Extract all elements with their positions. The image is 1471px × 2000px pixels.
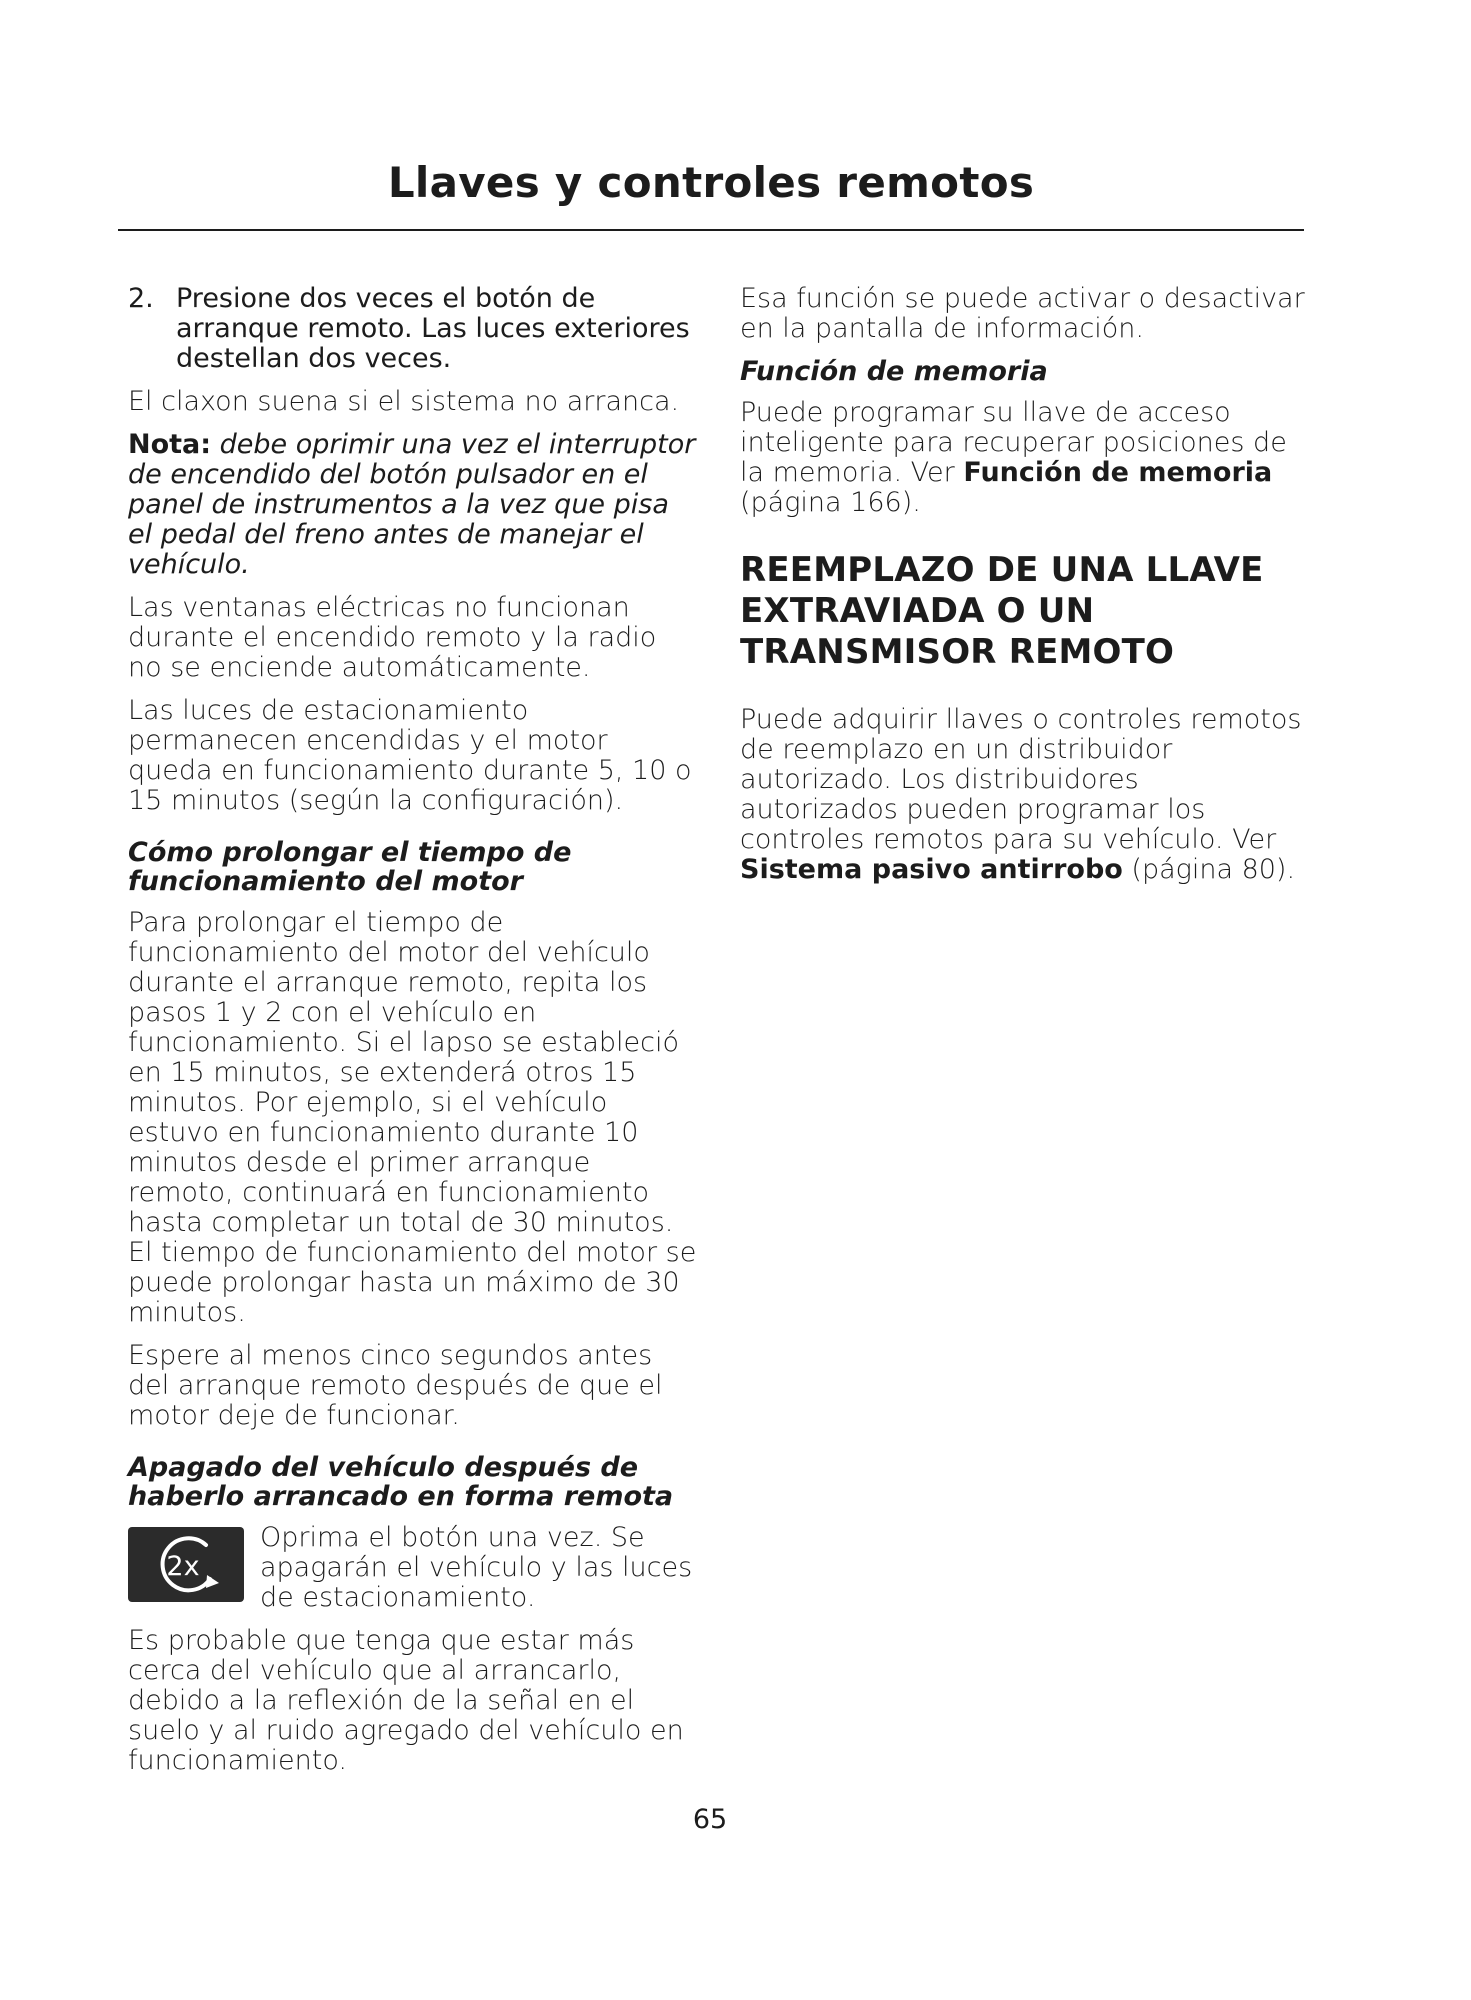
page-number: 65 <box>692 1804 728 1835</box>
step-number: 2. <box>128 283 154 314</box>
paragraph-memoria <box>740 398 1305 518</box>
page-title: Llaves y controles remotos <box>387 158 1035 207</box>
icon-instruction <box>128 1523 698 1613</box>
link-sistema-pasivo-antirrobo[interactable]: Sistema pasivo antirrobo <box>740 854 1123 885</box>
note-label: Nota: <box>128 429 212 460</box>
step-text: Presione dos veces el botón de arranque remoto. Las luces exteriores destellan dos veces. <box>176 283 690 374</box>
link-funcion-memoria[interactable]: Función de memoria <box>963 457 1273 488</box>
note <box>128 430 698 580</box>
step-2 <box>128 284 698 374</box>
paragraph-claxon: El claxon suena si el sistema no arranca. <box>128 386 680 417</box>
paragraph-prolongar: Para prolongar el tiempo de funcionamiento del motor del vehículo durante el arranque remoto, repita los pasos 1 y 2 con el vehículo en funcionamiento. Si el lapso se estableció en 15 minutos, se extenderá otros 15 minutos. Por ejemplo, si el vehículo estuvo en funcionamiento durante 10 minutos desde el primer arranque remoto, continuará en funcionamiento hasta completar un total de 30 minutos. El tiempo de funcionamiento del motor se puede prolongar hasta un máximo de 30 minutos. <box>128 907 697 1328</box>
paragraph-probable: Es probable que tenga que estar más cerca del vehículo que al arrancarlo, debido a la reflexión de la señal en el suelo y al ruido agregado del vehículo en funcionamiento. <box>128 1625 684 1776</box>
section-heading-reemplazo: REEMPLAZO DE UNA LLAVE EXTRAVIADA O UN TRANSMISOR REMOTO <box>740 550 1264 672</box>
subheading-memoria: Función de memoria <box>740 356 1048 387</box>
icon-label: 2x <box>166 1550 200 1582</box>
paragraph-ventanas: Las ventanas eléctricas no funcionan durante el encendido remoto y la radio no se enciende automáticamente. <box>128 592 657 683</box>
right-column <box>740 284 1305 885</box>
remote-start-2x-icon <box>128 1527 244 1602</box>
paragraph-espere: Espere al menos cinco segundos antes del arranque remoto después de que el motor deje de funcionar. <box>128 1340 663 1431</box>
subheading-prolongar: Cómo prolongar el tiempo de funcionamiento del motor <box>128 837 572 897</box>
paragraph-esa: Esa función se puede activar o desactivar en la pantalla de información. <box>740 283 1305 344</box>
left-column <box>128 284 698 1776</box>
memoria-page-ref: (página 166). <box>740 487 921 518</box>
memoria-text: Puede programar su llave de acceso inteligente para recuperar posiciones de la memoria. Ver <box>740 397 1287 488</box>
subheading-apagado: Apagado del vehículo después de haberlo arrancado en forma remota <box>128 1452 674 1512</box>
note-text: debe oprimir una vez el interruptor de encendido del botón pulsador en el panel de instrumentos a la vez que pisa el pedal del freno antes de manejar el vehículo. <box>128 429 696 580</box>
title-divider <box>118 229 1304 231</box>
reemplazo-page-ref: (página 80). <box>1122 854 1296 885</box>
paragraph-reemplazo <box>740 705 1305 885</box>
reemplazo-text: Puede adquirir llaves o controles remotos de reemplazo en un distribuidor autorizado. Los distribuidores autorizados pueden programar los controles remotos para su vehículo. Ver <box>740 704 1302 855</box>
paragraph-luces: Las luces de estacionamiento permanecen encendidas y el motor queda en funcionamiento durante 5, 10 o 15 minutos (según la configuración). <box>128 695 692 816</box>
paragraph-oprima: Oprima el botón una vez. Se apagarán el vehículo y las luces de estacionamiento. <box>260 1522 693 1613</box>
